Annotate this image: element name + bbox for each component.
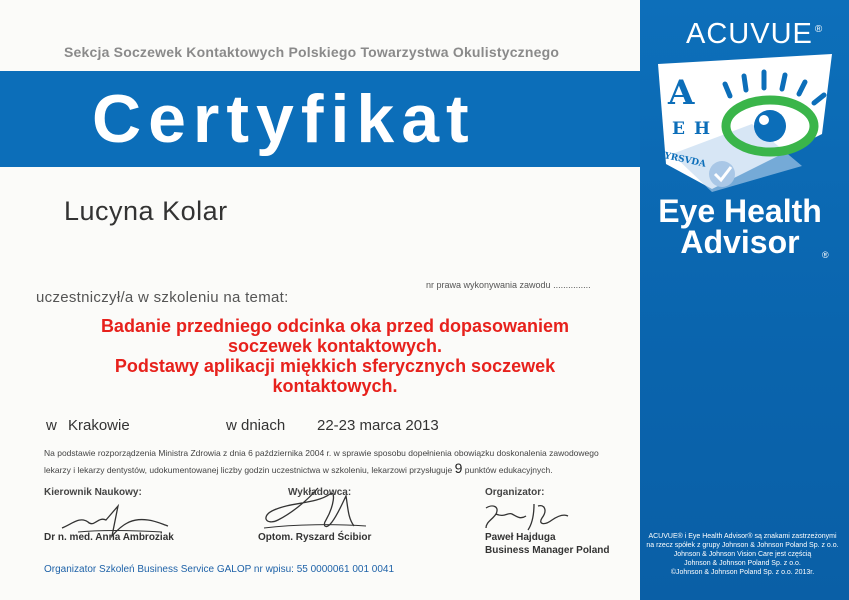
trademark-line: ACUVUE® i Eye Health Advisor® są znakami zastrzeżonymi: [648, 533, 837, 540]
lecturer-name: Optom. Ryszard Ścibior: [258, 532, 372, 543]
training-topic: [40, 316, 630, 396]
date-prefix: w dniach: [226, 417, 286, 434]
note-line2-text: lekarzy i lekarzy dentystów, udokumentowanej liczby godzin uczestnictwa w szkoleniu, lekarzowi przysługuje: [44, 465, 453, 475]
society-name: Sekcja Soczewek Kontaktowych Polskiego Towarzystwa Okulistycznego: [64, 44, 560, 60]
trademark-line: ©Johnson & Johnson Poland Sp. z o.o. 2013r.: [670, 569, 815, 576]
svg-text:E: E: [672, 119, 685, 139]
organizer-name: Paweł Hajduga: [485, 532, 556, 543]
license-number-field: nr prawa wykonywania zawodu ...............: [426, 280, 591, 290]
trademark-notice: [640, 532, 845, 577]
topic-line: kontaktowych.: [272, 376, 398, 396]
lecturer-signature-image: [256, 484, 376, 536]
certificate-title: Certyfikat: [92, 81, 476, 157]
svg-text:A: A: [668, 73, 695, 113]
trademark-line: na rzecz spółek z grupy Johnson & Johnson Poland Sp. z o.o.: [646, 542, 839, 549]
svg-text:H: H: [694, 119, 711, 139]
topic-line: Podstawy aplikacji miękkich sferycznych soczewek: [114, 356, 556, 376]
lecturer-signature-label: Wykładowca:: [288, 487, 352, 498]
participant-name: Lucyna Kolar: [64, 196, 228, 226]
trademark-line: Johnson & Johnson Poland Sp. z o.o.: [684, 560, 801, 567]
training-place: Krakowie: [68, 417, 130, 434]
acuvue-registered-mark: ®: [814, 24, 824, 36]
program-name-line2: Advisor: [680, 224, 800, 260]
program-name: [640, 193, 840, 260]
eye-health-advisor-logo-icon: [652, 54, 847, 199]
note-line2: [44, 461, 624, 478]
organizer-signature-image: [482, 500, 572, 534]
trademark-line: Johnson & Johnson Vision Care jest częścią: [673, 551, 812, 558]
training-dates: 22-23 marca 2013: [317, 417, 439, 434]
place-prefix: w: [46, 417, 57, 434]
head-name: Dr n. med. Anna Ambroziak: [44, 532, 174, 543]
organizer-signature-label: Organizator:: [485, 487, 545, 498]
head-signature-label: Kierownik Naukowy:: [44, 487, 142, 498]
legal-basis-note: [44, 446, 624, 478]
program-name-line1: Eye Health: [658, 193, 822, 229]
galop-registration: Organizator Szkoleń Business Service GALOP nr wpisu: 55 0000061 001 0041: [44, 564, 395, 575]
education-points: 9: [454, 460, 463, 476]
topic-line: Badanie przedniego odcinka oka przed dopasowaniem: [100, 316, 570, 336]
acuvue-wordmark: ACUVUE: [686, 18, 813, 50]
participation-intro: uczestniczył/a w szkoleniu na temat:: [36, 289, 289, 306]
note-line2-end: punktów edukacyjnych.: [464, 465, 553, 475]
svg-text:YRSVDA: YRSVDA: [663, 151, 707, 170]
topic-line: soczewek kontaktowych.: [227, 336, 443, 356]
program-registered-mark: ®: [822, 250, 829, 260]
organizer-role: Business Manager Poland: [485, 545, 610, 556]
note-line1: Na podstawie rozporządzenia Ministra Zdrowia z dnia 6 października 2004 r. w sprawie sposobu dopełnienia obowiązku doskonalenia zawodowego: [44, 448, 599, 458]
acuvue-logo: [686, 18, 823, 51]
place-and-date: [44, 417, 644, 437]
